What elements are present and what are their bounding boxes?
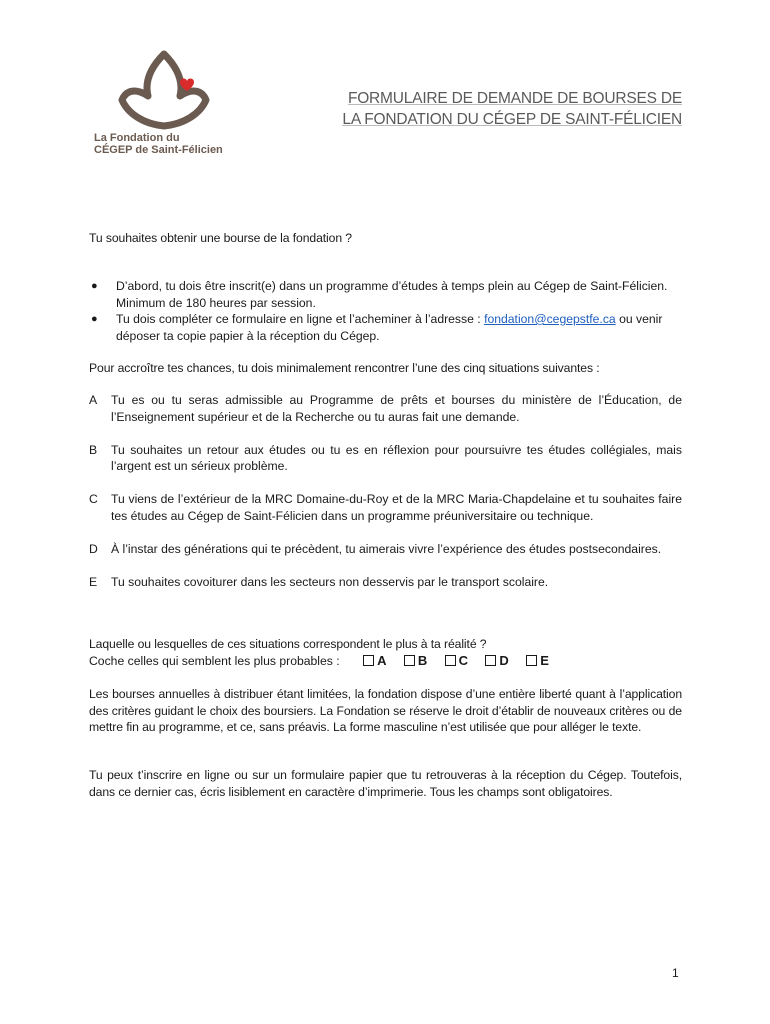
situation-letter: B xyxy=(89,442,98,457)
logo-line-2: CÉGEP de Saint-Félicien xyxy=(94,144,223,156)
checkbox-a[interactable] xyxy=(363,653,386,670)
requirement-text-2b: ou venir déposer ta copie papier à la réception du Cégep. xyxy=(116,312,663,343)
checkbox-label: E xyxy=(540,653,549,668)
situation-item xyxy=(89,392,682,425)
email-link[interactable]: fondation@cegepstfe.ca xyxy=(484,312,616,326)
checkbox-icon[interactable] xyxy=(363,655,374,666)
checkbox-icon[interactable] xyxy=(485,655,496,666)
checkbox-icon[interactable] xyxy=(445,655,456,666)
situation-text: Tu viens de l’extérieur de la MRC Domaine-du-Roy et de la MRC Maria-Chapdelaine et tu souhaites faire tes études au Cégep de Saint-Félicien dans un programme préuniversitaire ou technique. xyxy=(111,492,682,523)
requirement-text-2a: Tu dois compléter ce formulaire en ligne et l’acheminer à l’adresse : xyxy=(116,312,485,326)
intro-question: Tu souhaites obtenir une bourse de la fondation ? xyxy=(89,231,352,245)
logo-line-1: La Fondation du xyxy=(94,132,180,144)
checkbox-label: B xyxy=(417,653,428,668)
checkbox-label: A xyxy=(377,653,387,668)
bullet-icon: ● xyxy=(91,280,98,292)
situation-checkboxes xyxy=(89,653,682,670)
bullet-icon: ● xyxy=(91,313,98,325)
situations-lead: Pour accroître tes chances, tu dois minimalement rencontrer l’une des cinq situations suivantes : xyxy=(89,361,600,375)
checkbox-label: D xyxy=(499,653,509,668)
checkbox-d[interactable] xyxy=(485,653,508,670)
situation-text: Tu souhaites covoiturer dans les secteurs non desservis par le transport scolaire. xyxy=(111,574,549,589)
checkbox-e[interactable] xyxy=(526,653,549,670)
title-line-2: LA FONDATION DU CÉGEP DE SAINT-FÉLICIEN xyxy=(342,111,682,128)
situation-letter: D xyxy=(89,541,98,556)
checkbox-icon[interactable] xyxy=(526,655,537,666)
situation-letter: E xyxy=(89,574,98,589)
situation-item xyxy=(89,541,682,558)
situation-item xyxy=(89,574,682,591)
registration-paragraph: Tu peux t’inscrire en ligne ou sur un formulaire papier que tu retrouveras à la réception du Cégep. Toutefois, dans ce dernier cas, écris lisiblement en caractère d’imprimerie. Tous les champs sont obligatoires. xyxy=(89,768,682,799)
checkbox-icon[interactable] xyxy=(404,655,415,666)
bursary-policy-paragraph: Les bourses annuelles à distribuer étant limitées, la fondation dispose d’une entière liberté quant à l’application des critères guidant le choix des boursiers. La Fondation se réserve le droit d’établir de nouveaux critères ou de mettre fin au programme, et ce, sans préavis. La forme masculine n’est utilisée que pour alléger le texte. xyxy=(89,687,682,734)
situation-text: Tu souhaites un retour aux études ou tu es en réflexion pour poursuivre tes études collégiales, mais l’argent est un sérieux problème. xyxy=(111,442,682,473)
requirement-text-1: D’abord, tu dois être inscrit(e) dans un programme d’études à temps plein au Cégep de Saint-Félicien. Minimum de 180 heures par session. xyxy=(116,279,668,310)
checkbox-label: C xyxy=(458,653,469,668)
foundation-logo xyxy=(94,48,234,163)
situations-list xyxy=(89,392,682,607)
checkbox-c[interactable] xyxy=(445,653,468,670)
title-line-1: FORMULAIRE DE DEMANDE DE BOURSES DE xyxy=(347,90,682,107)
situation-text: Tu es ou tu seras admissible au Programme de prêts et bourses du ministère de l’Éducation, de l’Enseignement supérieur et de la Recherche ou tu auras fait une demande. xyxy=(111,393,682,424)
list-item xyxy=(89,311,682,344)
situation-item xyxy=(89,491,682,524)
situation-question: Laquelle ou lesquelles de ces situations correspondent le plus à ta réalité ? xyxy=(89,637,487,651)
situation-text: À l’instar des générations qui te précèdent, tu aimerais vivre l’expérience des études postsecondaires. xyxy=(111,541,662,556)
requirements-list xyxy=(89,278,682,344)
page-number: 1 xyxy=(672,966,679,980)
page-title xyxy=(330,88,682,130)
situation-item xyxy=(89,442,682,475)
logo-text xyxy=(94,132,234,156)
situation-letter: A xyxy=(89,393,98,407)
check-prompt: Coche celles qui semblent les plus probables : xyxy=(89,654,340,668)
list-item xyxy=(89,278,682,311)
leaf-heart-logo-icon xyxy=(114,48,214,132)
checkbox-b[interactable] xyxy=(404,653,427,670)
situation-letter: C xyxy=(89,492,98,506)
